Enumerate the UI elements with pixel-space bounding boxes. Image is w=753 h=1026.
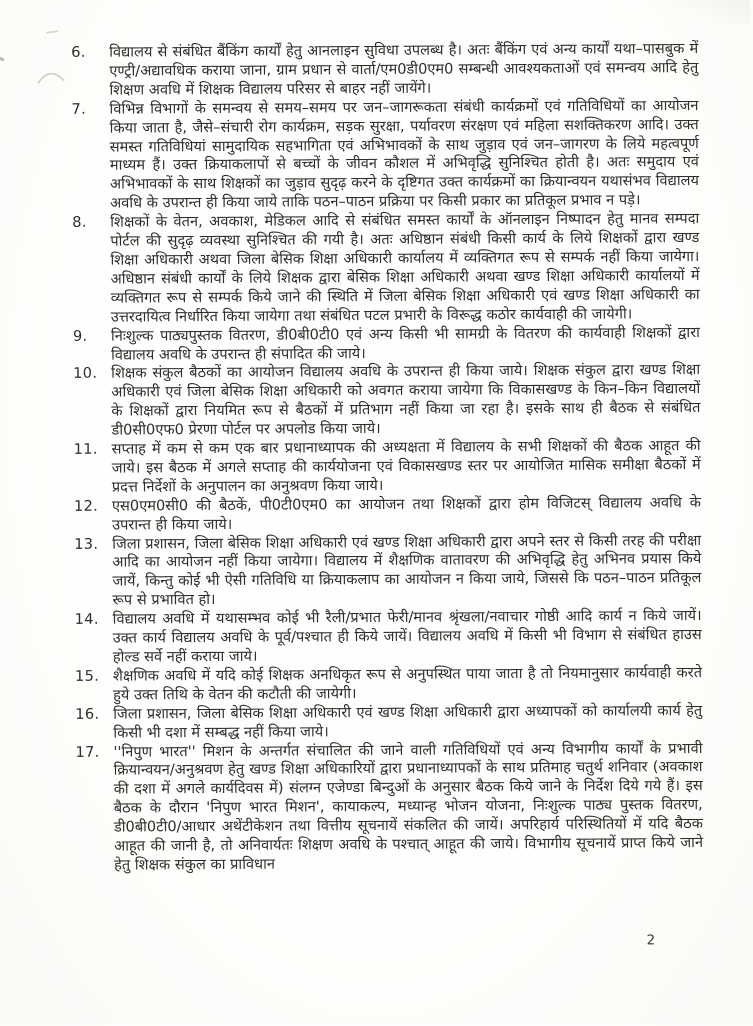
list-item — [73, 324, 700, 366]
item-text: शिक्षकों के वेतन, अवकाश, मेडिकल आदि से संबंधित समस्त कार्यों के ऑनलाइन निष्पादन हेतु मानव सम्पदा पोर्टल की सुदृढ़ व्यवस्था सुनिश्चित की गयी है। अतः अधिष्ठान संबंधी किसी कार्य के लिये शिक्षकों द्वारा खण्ड शिक्षा अधिकारी अथवा जिला बेसिक शिक्षा अधिकारी कार्यालय में व्यक्तिगत रूप से सम्पर्क नहीं किया जायेगा। अधिष्ठान संबंधी कार्यों के लिये शिक्षक द्वारा बेसिक शिक्षा अधिकारी अथवा खण्ड शिक्षा अधिकारी कार्यालयों में व्यक्तिगत रूप से सम्पर्क किये जाने की स्थिति में जिला बेसिक शिक्षा अधिकारी एवं खण्ड शिक्षा अधिकारी का उत्तरदायित्व निर्धारित किया जायेगा तथा संबंधित पटल प्रभारी के विरूद्ध कठोर कार्यवाही की जायेगी। — [110, 210, 700, 326]
item-number: 6. — [71, 43, 86, 61]
scan-speck — [46, 30, 58, 34]
item-text: एस0एम0सी0 की बैठकें, पी0टी0एम0 का आयोजन तथा शिक्षकों द्वारा होम विजिटस् विद्यालय अवधि के उपरान्त ही किया जाये। — [111, 493, 701, 534]
item-text: जिला प्रशासन, जिला बेसिक शिक्षा अधिकारी एवं खण्ड शिक्षा अधिकारी द्वारा अध्यापकों को कार्यालयी कार्य हेतु किसी भी दशा में सम्बद्ध नहीं किया जाये। — [113, 701, 703, 742]
scan-speck — [0, 56, 5, 61]
list-item — [74, 532, 701, 611]
item-text: ''निपुण भारत'' मिशन के अन्तर्गत संचालित की जाने वाली गतिविधियों एवं अन्य विभागीय कार्यों के प्रभावी क्रियान्वयन/अनुश्रवण हेतु खण्ड शिक्षा अधिकारियों द्वारा प्रधानाध्यापकों के साथ प्रतिमाह चतुर्थ शनिवार (अवकाश की दशा में अगले कार्यदिवस में) संलग्न एजेण्डा बिन्दुओं के अनुसार बैठक किये जाने के निर्देश दिये गये हैं। इस बैठक के दौरान 'निपुण भारत मिशन', कायाकल्प, मध्यान्ह भोजन योजना, निःशुल्क पाठ्य पुस्तक वितरण, डी0बी0टी0/आधार अथेंटीकेशन तथा वित्तीय सूचनायें संकलित की जायें। अपरिहार्य परिस्थितियों में यदि बैठक आहूत की जानी है, तो अनिवार्यतः शिक्षण अवधि के पश्चात् आहूत की जाये। विभागीय सूचनायें प्राप्त किये जाने हेतु शिक्षक संकुल का प्राविधान — [113, 739, 704, 874]
item-number: 11. — [73, 440, 98, 458]
pen-mark-icon — [36, 68, 66, 88]
numbered-list — [71, 40, 703, 876]
list-item — [71, 40, 698, 101]
list-item — [75, 607, 702, 668]
item-number: 16. — [75, 705, 100, 723]
list-item — [73, 361, 700, 440]
item-number: 10. — [73, 365, 98, 383]
item-text: शिक्षक संकुल बैठकों का आयोजन विद्यालय अवधि के उपरान्त ही किया जाये। शिक्षक संकुल द्वारा खण्ड शिक्षा अधिकारी एवं जिला बेसिक शिक्षा अधिकारी को अवगत कराया जायेगा कि विकासखण्ड के किन–किन विद्यालयों के शिक्षकों द्वारा नियमित रूप से बैठकों में प्रतिभाग नहीं किया जा रहा है। इसके साथ ही बैठक से संबंधित डी0सी0एफ0 प्रेरणा पोर्टल पर अपलोड किया जाये। — [111, 361, 701, 439]
list-item — [74, 437, 701, 498]
item-text: विद्यालय अवधि में यथासम्भव कोई भी रैली/प्रभात फेरी/मानव श्रृंखला/नवाचार गोष्ठी आदि कार्य न किये जायें। उक्त कार्य विद्यालय अवधि के पूर्व/पश्चात ही किये जायें। विद्यालय अवधि में किसी भी विभाग से संबंधित हाउस होल्ड सर्वे नहीं कराया जाये। — [112, 607, 702, 666]
item-number: 14. — [74, 610, 99, 629]
item-number: 13. — [74, 535, 99, 553]
list-item — [75, 740, 703, 876]
item-number: 17. — [75, 743, 100, 761]
item-number: 7. — [71, 100, 87, 118]
item-number: 12. — [73, 497, 99, 515]
item-text: विद्यालय से संबंधित बैंकिंग कार्यों हेतु आनलाइन सुविधा उपलब्ध है। अतः बैंकिंग एवं अन्य कार्यों यथा–पासबुक में एण्ट्री/अद्यावधिक कराया जाना, ग्राम प्रधान से वार्ता/एम0डी0एम0 सम्बन्धी आवश्यकताओं एवं समन्वय आदि हेतु शिक्षण अवधि में शिक्षक विद्यालय परिसर से बाहर नहीं जायेंगे। — [109, 40, 699, 99]
list-item — [71, 97, 699, 214]
item-text: शैक्षणिक अवधि में यदि कोई शिक्षक अनधिकृत रूप से अनुपस्थित पाया जाता है तो नियमानुसार कार्यवाही करते हुये उक्त तिथि के वेतन की कटौती की जायेगी। — [112, 663, 703, 704]
item-number: 8. — [72, 213, 87, 232]
item-number: 9. — [72, 327, 88, 345]
list-item — [75, 702, 702, 744]
item-text: विभिन्न विभागों के समन्वय से समय–समय पर जन–जागरूकता संबंधी कार्यक्रमों एवं गतिविधियों का आयोजन किया जाता है, जैसे–संचारी रोग कार्यक्रम, सड़क सुरक्षा, पर्यावरण संरक्षण एवं महिला सशक्तिकरण आदि। उक्त समस्त गतिविधियां सामुदायिक सहभागिता एवं अभिभावकों के साथ जुड़ाव एवं जन–जागरण के लिये महत्वपूर्ण माध्यम हैं। उक्त क्रियाकलापों से बच्चों के जीवन कौशल में अभिवृद्धि सुनिश्चित होती है। अतः समुदाय एवं अभिभावकों के साथ शिक्षकों का जुड़ाव सुदृढ़ करने के दृष्टिगत उक्त कार्यक्रमों का क्रियान्वयन यथासंभव विद्यालय अवधि के उपरान्त ही किया जाये ताकि पठन–पाठन प्रक्रिया पर किसी प्रकार का प्रतिकूल प्रभाव न पड़े। — [109, 96, 700, 212]
page-number: 2 — [646, 932, 656, 949]
scan-corner-shade — [630, 0, 750, 24]
list-item — [75, 664, 702, 706]
item-text: निःशुल्क पाठ्यपुस्तक वितरण, डी0बी0टी0 एवं अन्य किसी भी सामग्री के वितरण की कार्यवाही शिक्षकों द्वारा विद्यालय अवधि के उपरान्त ही संपादित की जाये। — [110, 323, 700, 364]
list-item — [72, 210, 700, 327]
list-item — [74, 494, 701, 536]
item-text: जिला प्रशासन, जिला बेसिक शिक्षा अधिकारी एवं खण्ड शिक्षा अधिकारी द्वारा अपने स्तर से किसी तरह की परीक्षा आदि का आयोजन नहीं किया जायेगा। विद्यालय में शैक्षणिक वातावरण की अभिवृद्धि हेतु अभिनव प्रयास किये जायें, किन्तु कोई भी ऐसी गतिविधि या क्रियाकलाप का आयोजन न किया जाये, जिससे कि पठन–पाठन प्रतिकूल रूप से प्रभावित हो। — [112, 531, 702, 609]
item-number: 15. — [74, 667, 100, 685]
item-text: सप्ताह में कम से कम एक बार प्रधानाध्यापक की अध्यक्षता में विद्यालय के सभी शिक्षकों की बैठक आहूत की जाये। इस बैठक में अगले सप्ताह की कार्ययोजना एवं विकासखण्ड स्तर पर आयोजित मासिक समीक्षा बैठकों में प्रदत्त निर्देशों के अनुपालन का अनुश्रवण किया जाये। — [111, 437, 701, 496]
